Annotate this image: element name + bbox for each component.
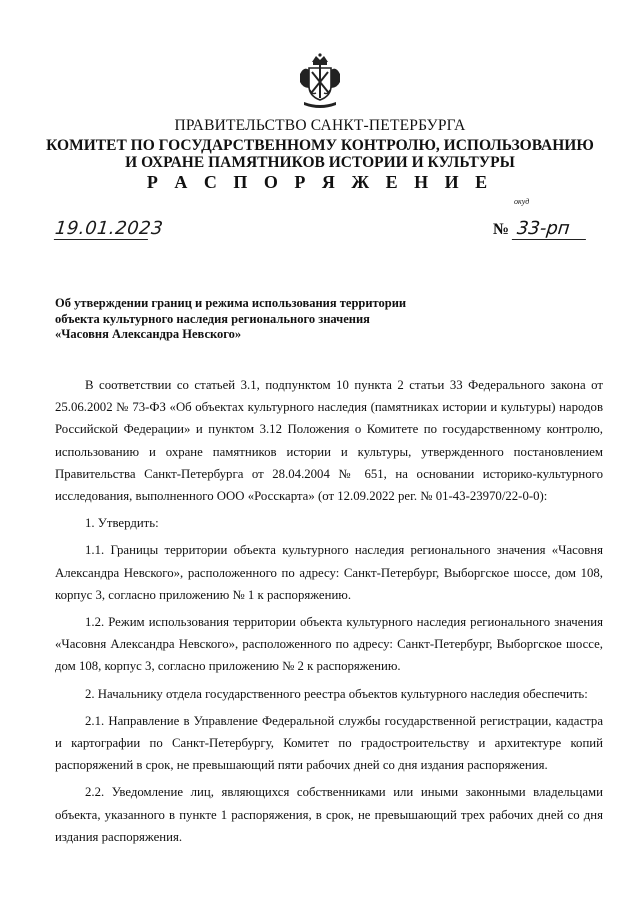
committee-name-line2: И ОХРАНЕ ПАМЯТНИКОВ ИСТОРИИ И КУЛЬТУРЫ (125, 154, 515, 171)
document-date: 19.01.2023 (53, 218, 165, 239)
document-type-title: Р А С П О Р Я Ж Е Н И Е (146, 172, 494, 192)
body-paragraph-item-2-2: 2.2. Уведомление лиц, являющихся собственниками или иными законными владельцами объекта, указанного в пункте 1 распоряжения, в срок, не превышающий трех рабочих дней со дня издания распоряжения. (55, 785, 603, 844)
body-paragraph-item-1-1: 1.1. Границы территории объекта культурного наследия регионального значения «Часовня Александра Невского», расположенного по адресу: Санкт-Петербург, Выборгское шоссе, дом 108, корпус 3, согласно приложению № 1 к распоряжению. (55, 543, 603, 602)
subject-line1: Об утверждении границ и режима использования территории (55, 296, 407, 310)
number-value: 33-рп (512, 218, 588, 240)
body-paragraph-item-1-2: 1.2. Режим использования территории объекта культурного наследия регионального значения «Часовня Александра Невского», расположенного по адресу: Санкт-Петербург, Выборгское шоссе, дом 108, корпус 3, согласно приложению № 2 к распоряжению. (55, 615, 603, 674)
okud-label: окуд (514, 197, 530, 206)
document-body (55, 374, 603, 848)
committee-name-line1: КОМИТЕТ ПО ГОСУДАРСТВЕННОМУ КОНТРОЛЮ, ИСПОЛЬЗОВАНИЮ (46, 137, 594, 154)
body-paragraph-item-1: 1. Утвердить: (85, 516, 159, 531)
subject-line2: объекта культурного наследия регионального значения (55, 311, 370, 326)
committee-name (0, 137, 640, 171)
subject-line3: «Часовня Александра Невского» (55, 327, 242, 341)
body-paragraph-preamble: В соответствии со статьей 3.1, подпунктом 10 пункта 2 статьи 33 Федерального закона от 25.06.2002 № 73-ФЗ «Об объектах культурного наследия (памятниках истории и культуры) народов Российской Федерации» и пунктом 3.12 Положения о Комитете по государственному контролю, использованию и охране памятников истории и культуры, утвержденного постановлением Правительства Санкт-Петербурга от 28.04.2004 № 651, на основании историко-культурного исследования, выполненного ООО «Росскарта» (от 12.09.2022 рег. № 01-43-23970/22-0-0): (55, 378, 603, 504)
document-number (493, 218, 587, 240)
saint-petersburg-coat-of-arms-icon (296, 52, 344, 110)
number-sign: № (493, 221, 510, 238)
body-paragraph-item-2: 2. Начальнику отдела государственного реестра объектов культурного наследия обеспечить: (85, 686, 588, 701)
government-name: ПРАВИТЕЛЬСТВО САНКТ-ПЕТЕРБУРГА (174, 117, 466, 134)
document-subject (55, 296, 475, 343)
body-paragraph-item-2-1: 2.1. Направление в Управление Федеральной службы государственной регистрации, кадастра и картографии по Санкт-Петербургу, Комитет по градостроительству и архитектуре копий распоряжений в срок, не превышающий пяти рабочих дней со дня издания распоряжения. (55, 713, 603, 773)
